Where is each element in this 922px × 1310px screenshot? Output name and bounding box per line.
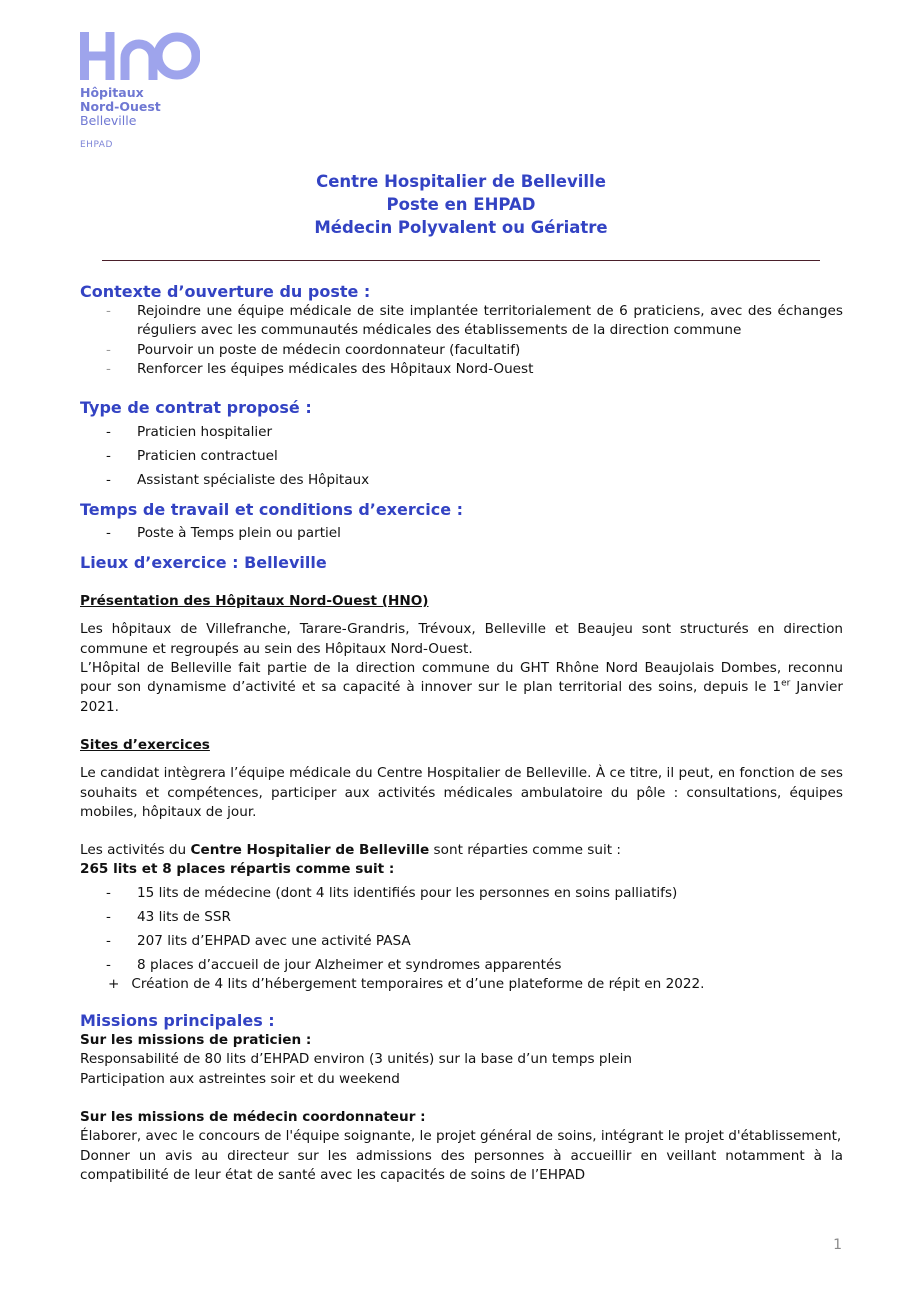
list-item-text: 15 lits de médecine (dont 4 lits identifiés pour les personnes en soins palliatifs) xyxy=(137,884,678,901)
list-item xyxy=(80,471,843,490)
superscript: er xyxy=(781,678,791,689)
dash-bullet: - xyxy=(106,956,111,973)
list-item-text: 8 places d’accueil de jour Alzheimer et syndromes apparentés xyxy=(137,956,562,973)
list-item xyxy=(80,524,843,543)
title-hospital: Centre Hospitalier de Belleville xyxy=(316,172,606,191)
heading-contexte: Contexte d’ouverture du poste : xyxy=(80,282,371,301)
missions-line-4: Donner un avis au directeur sur les admissions des personnes à accueillir en veillant notamment à la compatibilité de leur état de santé avec les capacités de soins de l’EHPAD xyxy=(80,1147,843,1183)
dash-bullet: - xyxy=(106,341,111,358)
list-item-text: 207 lits d’EHPAD avec une activité PASA xyxy=(137,932,411,949)
title-post: Poste en EHPAD xyxy=(386,195,536,214)
list-item-text: Praticien hospitalier xyxy=(137,424,273,441)
sites-p2 xyxy=(80,841,843,860)
missions-sub2: Sur les missions de médecin coordonnateur : xyxy=(80,1108,426,1125)
dash-bullet: - xyxy=(106,525,111,542)
list-item-text: Renforcer les équipes médicales des Hôpitaux Nord-Ouest xyxy=(137,360,534,377)
logo-line-1: Hôpitaux xyxy=(80,85,144,100)
contexte-list xyxy=(80,302,843,379)
logo-line-3: Belleville xyxy=(80,113,137,128)
sites-p2-bold: Centre Hospitalier de Belleville xyxy=(190,842,430,859)
title-divider xyxy=(102,260,820,261)
hno-logo xyxy=(80,30,200,152)
hno-logo-mark xyxy=(80,30,200,82)
dash-bullet: - xyxy=(106,360,111,377)
list-item xyxy=(80,932,843,951)
dash-bullet: - xyxy=(106,424,111,441)
dash-bullet: - xyxy=(106,884,111,901)
logo-sub: EHPAD xyxy=(80,140,113,150)
heading-temps: Temps de travail et conditions d’exercice : xyxy=(80,500,464,520)
heading-missions: Missions principales : xyxy=(80,1011,275,1031)
list-item xyxy=(80,423,843,442)
document-body xyxy=(80,282,843,1185)
list-item-text: Praticien contractuel xyxy=(137,448,278,465)
missions-line-1: Responsabilité de 80 lits d’EHPAD environ (3 unités) sur la base d’un temps plein xyxy=(80,1051,633,1068)
missions-line-3: Élaborer, avec le concours de l'équipe soignante, le projet général de soins, intégrant le projet d'établissement, xyxy=(80,1128,842,1145)
heading-sites: Sites d’exercices xyxy=(80,736,210,753)
presentation-p2 xyxy=(80,659,843,717)
list-item-text: Rejoindre une équipe médicale de site implantée territorialement de 6 praticiens, avec des échanges réguliers avec les communautés médicales des établissements de la direction commune xyxy=(137,303,843,339)
temps-list xyxy=(80,524,843,543)
missions-sub1: Sur les missions de praticien : xyxy=(80,1032,312,1049)
list-item-text: Assistant spécialiste des Hôpitaux xyxy=(137,472,370,489)
list-item xyxy=(80,341,843,360)
plus-item-text: Création de 4 lits d’hébergement temporaires et d’une plateforme de répit en 2022. xyxy=(131,975,705,992)
dash-bullet: - xyxy=(106,303,111,319)
heading-contrat: Type de contrat proposé : xyxy=(80,398,312,418)
list-item xyxy=(80,884,843,903)
list-item-text: Pourvoir un poste de médecin coordonnateur (facultatif) xyxy=(137,341,521,358)
title-role: Médecin Polyvalent ou Gériatre xyxy=(314,218,608,237)
heading-lieux: Lieux d’exercice : Belleville xyxy=(80,553,327,573)
heading-presentation: Présentation des Hôpitaux Nord-Ouest (HNO) xyxy=(80,593,429,610)
contrat-list xyxy=(80,423,843,490)
dash-bullet: - xyxy=(106,472,111,489)
page-number: 1 xyxy=(833,1237,842,1253)
logo-line-2: Nord-Ouest xyxy=(80,99,161,114)
list-item xyxy=(80,956,843,975)
list-item-text: Poste à Temps plein ou partiel xyxy=(137,525,341,542)
dash-bullet: - xyxy=(106,448,111,465)
presentation-p2-text: L’Hôpital de Belleville fait partie de la direction commune du GHT Rhône Nord Beaujolais Dombes, reconnu pour son dynamisme d’activité et sa capacité à innover sur le plan territorial des soins, depuis le 1 xyxy=(80,660,843,696)
dash-bullet: - xyxy=(106,932,111,949)
list-item xyxy=(80,302,843,341)
sites-p3: 265 lits et 8 places répartis comme suit : xyxy=(80,861,395,878)
document-titles xyxy=(0,170,922,239)
list-item-text: 43 lits de SSR xyxy=(137,908,231,925)
list-item xyxy=(80,908,843,927)
plus-item xyxy=(80,975,843,994)
sites-p2-end: sont réparties comme suit : xyxy=(429,842,621,859)
presentation-p2-end: Janvier 2021. xyxy=(80,679,843,715)
plus-bullet: + xyxy=(108,975,120,992)
list-item xyxy=(80,360,843,379)
list-item xyxy=(80,447,843,466)
dash-bullet: - xyxy=(106,908,111,925)
sites-p2-text: Les activités du xyxy=(80,842,191,859)
missions-line-2: Participation aux astreintes soir et du weekend xyxy=(80,1070,400,1087)
sites-p1: Le candidat intègrera l’équipe médicale du Centre Hospitalier de Belleville. À ce titre, il peut, en fonction de ses souhaits et compétences, participer aux activités médicales ambulatoire du pôle : consultations, équipes mobiles, hôpitaux de jour. xyxy=(80,765,843,820)
presentation-p1: Les hôpitaux de Villefranche, Tarare-Grandris, Trévoux, Belleville et Beaujeu sont structurés en direction commune et regroupés au sein des Hôpitaux Nord-Ouest. xyxy=(80,621,843,657)
sites-list xyxy=(80,884,843,975)
